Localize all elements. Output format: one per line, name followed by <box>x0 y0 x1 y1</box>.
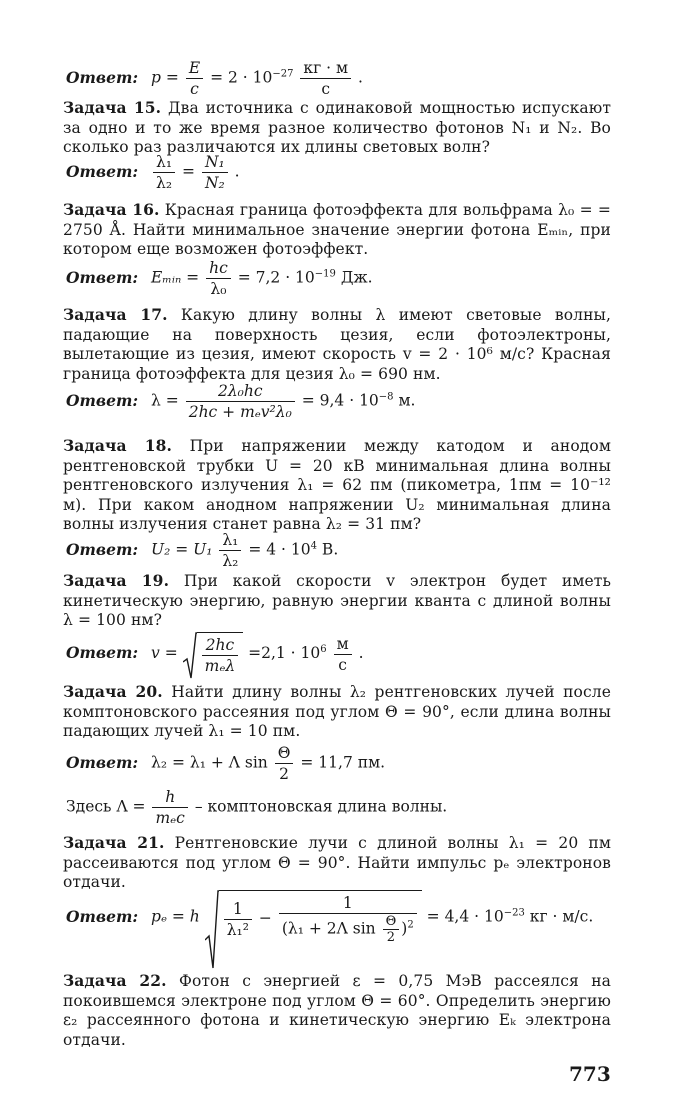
problem-19: Задача 19. При какой скорости v электрон будет иметь кинетическую энергию, равную энергии кванта с длиной волны λ = 100 нм? <box>63 571 612 630</box>
answer-18: Ответ: U₂ = U₁ $\frac{\text{λ₁}}{\text{λ₂}}$ = $4 \cdot 10^4$ В. <box>66 531 339 570</box>
problem-18: Задача 18. При напряжении между катодом и анодом рентгеновской трубки U = 20 кВ минимальная длина волны рентгеновского излучения λ₁ = 62 пм (пикометра, 1пм = 10⁻¹² м). При каком анодном напряжении U₂ минимальная длина волны излучения станет равна λ₂ = 31 пм? <box>63 436 611 534</box>
radical-sign-icon <box>183 632 197 680</box>
answer-15: Ответ: $\frac{\text{λ₁}}{\text{λ₂}}$ = $\frac{\text{N₁}}{\text{N₂}}$ . <box>66 153 240 192</box>
answer-17: Ответ: λ = $\frac{\text{2λ₀hc}}{\text{2hc + mₑv²λ₀}}$ = $9,4 \cdot 10^{-8}$ м. <box>66 382 416 421</box>
definition-20: Здесь Λ = $\frac{h}{\text{mₑc}}$ – комптоновская длина волны. <box>66 788 448 827</box>
square-root: $\frac{1}{\text{λ₁²}}$ − 1 (λ₁ + 2Λ sin $\frac{\Theta}{2}$ )$^2$ <box>205 890 422 945</box>
problem-22: Задача 22. Фотон с энергией ε = 0,75 МэВ рассеялся на покоившемся электроне под углом Θ = 60°. Определить энергию ε₂ рассеянного фотона и кинетическую энергию Eₖ электрона отдачи. <box>63 971 611 1049</box>
fraction: $\frac{E}{c}$ <box>186 58 203 99</box>
answer-label: Ответ: <box>66 67 139 87</box>
problem-label: Задача 15. <box>63 98 162 117</box>
radical-sign-icon <box>205 890 219 970</box>
problem-17: Задача 17. Какую длину волны λ имеют световые волны, падающие на поверхность цезия, если фотоэлектроны, вылетающие из цезия, имеют скорость v = 2 · 10⁶ м/с? Красная граница фотоэффекта для цезия λ₀ = 690 нм. <box>63 305 611 383</box>
problem-15 <box>63 98 611 158</box>
problem-16: Задача 16. Красная граница фотоэффекта для вольфрама λ₀ = = 2750 Å. Найти минимальное значение энергии фотона Eₘᵢₙ, при котором еще возможен фотоэффект. <box>63 200 611 259</box>
answer-16: Ответ: Eₘᵢₙ = $\frac{hc}{\text{λ₀}}$ = $7,2 \cdot 10^{-19}$ Дж. <box>66 259 373 298</box>
answer-14: Ответ: p = $\frac{E}{c}$ = $2 \cdot 10^{-27}$ $\frac{кг \cdot м}{с}$ . <box>66 59 363 98</box>
problem-text: Два источника с одинаковой мощностью испускают за одно и то же время разное количество фотонов N₁ и N₂. Во сколько раз различаются их длины световых волн? <box>63 99 612 157</box>
answer-20: Ответ: λ₂ = λ₁ + Λ sin $\frac{\Theta}{2}$ = 11,7 пм. <box>66 744 386 783</box>
page-number: 773 <box>569 1062 611 1086</box>
problem-21: Задача 21. Рентгеновские лучи с длиной волны λ₁ = 20 пм рассеиваются под углом Θ = 90°. Найти импульс pₑ электронов отдачи. <box>63 833 611 892</box>
unit-fraction: $\frac{кг \cdot м}{с}$ <box>300 58 351 99</box>
answer-19: Ответ: v = $\frac{2hc}{\text{mₑλ}}$ $=2,1 \cdot 10^6$ $\frac{м}{с}$ . <box>66 632 364 676</box>
square-root: $\frac{2hc}{\text{mₑλ}}$ <box>183 632 244 676</box>
answer-21: Ответ: pₑ = h $\frac{1}{\text{λ₁²}}$ − 1 (λ₁ + 2Λ sin $\frac{\Theta}{2}$ )$^2$ = $4,4 \cdot 10^{-23}$ кг · м/с. <box>66 890 593 945</box>
problem-20: Задача 20. Найти длину волны λ₂ рентгеновских лучей после комптоновского рассеяния под углом Θ = 90°, если длина волны падающих лучей λ₁ = 10 пм. <box>63 682 611 741</box>
